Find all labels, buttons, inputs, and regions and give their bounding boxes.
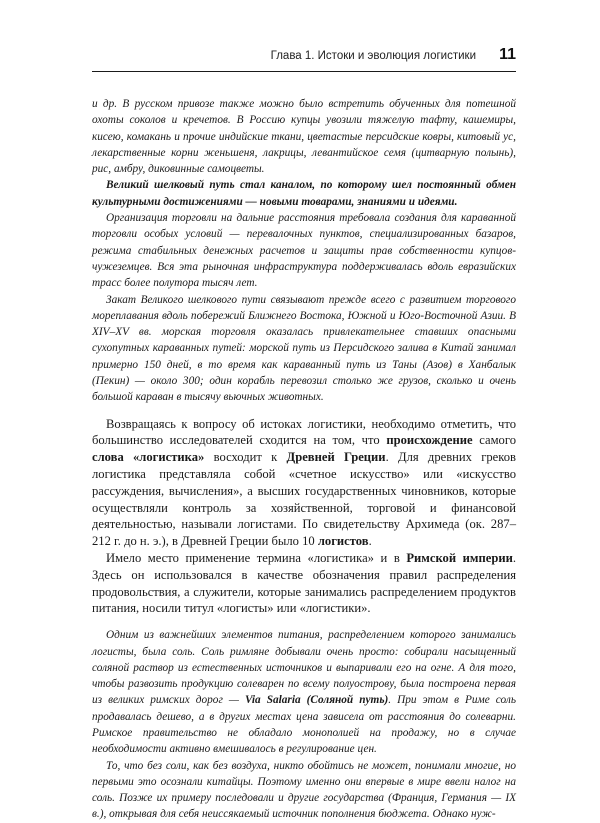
text-run: . Для древних греков логистика представляла собой «счетное искусство» или «искусство рассуждения, вычисления», а высших государственных чиновников, которые осуществляли контроль за хозяйственной, торговой и финансовой деятельностью, называли логистами. По свидетельству Архимеда (ок. 287–212 г. до н. э.), в Древней Греции было 10 [92, 450, 516, 549]
text-run: самого [472, 433, 516, 448]
text-run: Возвращаясь к вопросу об истоках логистики, необходимо отметить, что большинство исследователей сходится на том, что [92, 416, 516, 448]
paragraph-gap [92, 406, 516, 416]
bold-term: Via Salaria [244, 694, 301, 707]
text-run: Закат Великого шелкового пути связывают прежде всего с развитием торгового мореплавания вдоль побережий Ближнего Востока, Южной и Юго-Восточной Азии. В XIV–XV вв. морская торговля оказалась привлекательнее ставших опасными сухопутных караванных путей: морской путь из Персидского залива в Китай занимал примерно 150 дней, в то время как караванный путь из Таны (Азов) в Ханбалык (Пекин) — около 300; один корабль перевозил столько же грузов, сколько и очень большой караван в тысячу вьючных животных. [92, 293, 516, 404]
body-paragraph [92, 550, 516, 617]
bold-term: Древней Греции [286, 450, 386, 465]
italic-paragraph [92, 627, 516, 757]
page-header [92, 47, 516, 72]
bold-term: слова «логистика» [92, 450, 205, 465]
bold-term: (Соляной путь) [306, 694, 389, 707]
italic-paragraph [92, 96, 516, 177]
text-run: Имело место применение термина «логистика» и в [106, 551, 407, 566]
text-run: . [368, 534, 372, 549]
text-run: и др. В русском привозе также можно было встретить обученных для потешной охоты соколов и кречетов. В Россию купцы увозили тяжелую тафту, кашемиры, кисею, комакань и прочие индийские ткани, цветастые персидские ковры, китовый ус, лекарственные корни женьшеня, лакрицы, левантийское семя (цитварную полынь), рис, амбру, диковинные самоцветы. [92, 98, 516, 176]
page-body [92, 96, 516, 823]
italic-paragraph [92, 758, 516, 823]
running-head: Глава 1. Истоки и эволюция логистики [270, 50, 476, 62]
text-run: То, что без соли, как без воздуха, никто обойтись не может, понимали многие, но первыми это осознали китайцы. Поэтому именно они впервые в мире ввели налог на соль. Позже их примеру последовали и другие государства (Франция, Германия — IX в.), открывая для себя неиссякаемый источник пополнения бюджета. Однако нуж- [92, 759, 516, 821]
text-run: Организация торговли на дальние расстояния требовала создания для караванной торговли особых условий — перевалочных пунктов, специализированных базаров, режима стабильных денежных расчетов и защиты прав собственности купцов-чужеземцев. Вся эта рыночная инфраструктура поддерживалась вдоль евразийских трасс более полутора тысяч лет. [92, 212, 516, 290]
italic-paragraph [92, 292, 516, 406]
page-number: 11 [499, 46, 516, 63]
italic-paragraph [92, 210, 516, 291]
text-run: восходит к [204, 450, 287, 465]
text-run: . Здесь он использовался в качестве обозначения правил распределения продовольствия, а служители, которые занимались распределением продуктов питания, носили титул «логисты» или «логистики». [92, 551, 516, 616]
text-run: . При этом в Риме соль продавалась дешево, а в других местах цена зависела от расстояния до солеварни. Римское правительство не обладало монополией на продажу, но в случае необходимости активно вмешивалось в регулирование цен. [92, 694, 516, 756]
bold-term: происхождение [386, 433, 473, 448]
italic-paragraph [92, 177, 516, 210]
text-run: Одним из важнейших элементов питания, распределением которого занимались логисты, была соль. Соль римляне добывали очень просто: собирали насыщенный соляной раствор из естественных источников и выпаривали его на огне. А для того, чтобы развозить продукцию солеварен по всему полуострову, была построена первая из великих римских дорог — [92, 629, 516, 707]
bold-term: Римской империи [406, 551, 513, 566]
body-paragraph [92, 416, 516, 550]
bold-term: Великий шелковый путь стал каналом, по которому шел постоянный обмен культурными достижениями — новыми товарами, знаниями и идеями. [92, 179, 516, 208]
bold-term: логистов [317, 534, 369, 549]
paragraph-gap [92, 617, 516, 627]
